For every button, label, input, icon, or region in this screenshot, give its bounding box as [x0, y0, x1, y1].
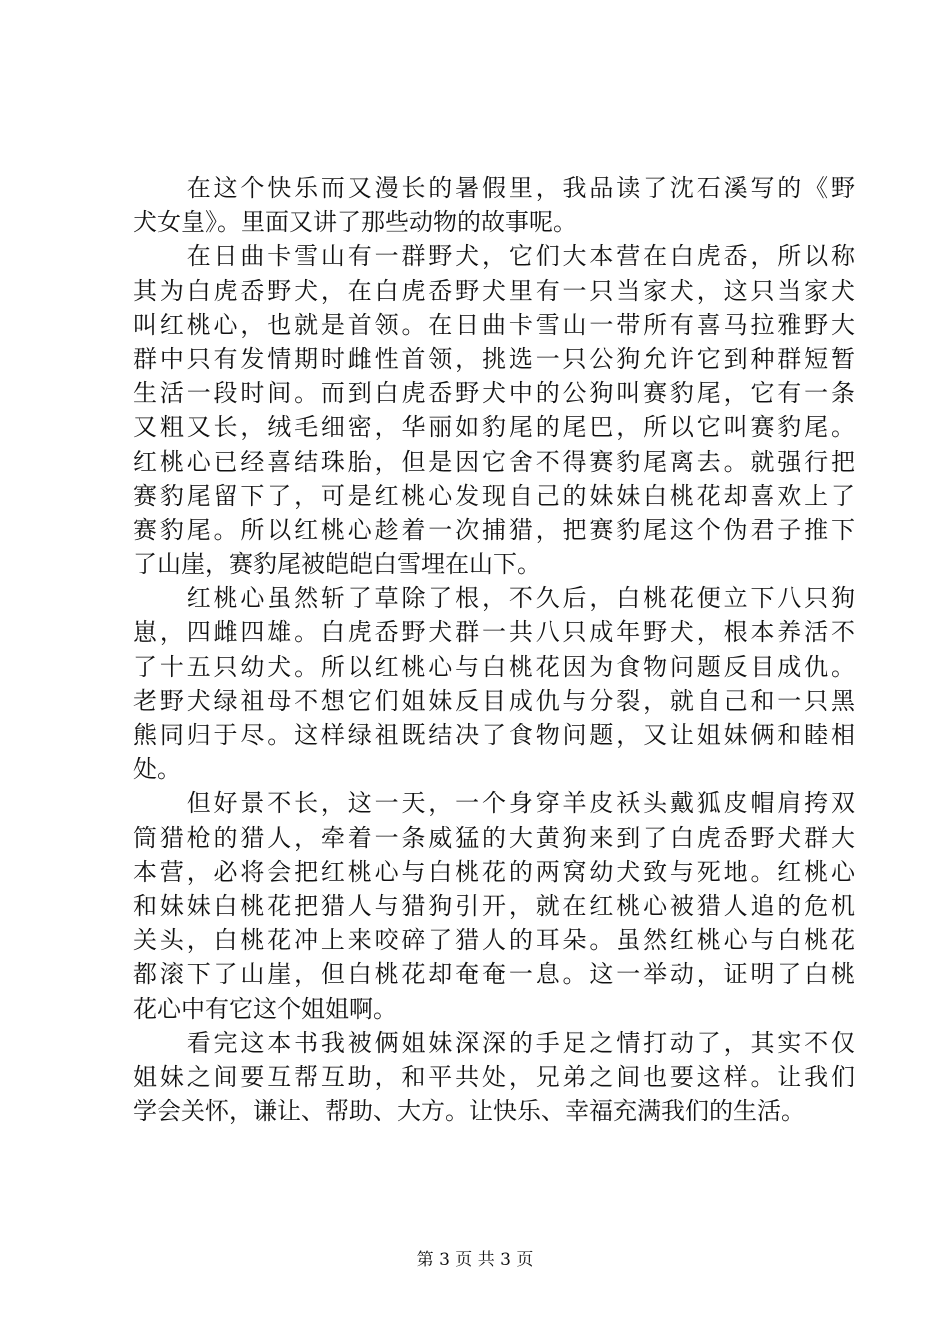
text-line: 红桃心虽然斩了草除了根，不久后，白桃花便立下八只狗 — [133, 584, 855, 613]
text-line: 群中只有发情期时雌性首领，挑选一只公狗允许它到种群短暂 — [133, 344, 855, 373]
text-line: 本营，必将会把红桃心与白桃花的两窝幼犬致与死地。红桃心 — [133, 857, 855, 886]
page-footer: 第 3 页 共 3 页 — [416, 1250, 534, 1270]
text-line: 赛豹尾。所以红桃心趁着一次捕猎，把赛豹尾这个伪君子推下 — [133, 515, 855, 544]
text-line: 都滚下了山崖，但白桃花却奄奄一息。这一举动，证明了白桃 — [133, 960, 855, 989]
paragraph — [133, 1026, 855, 1129]
text-line: 和妹妹白桃花把猎人与猎狗引开，就在红桃心被猎人追的危机 — [133, 891, 855, 920]
text-line: 但好景不长，这一天，一个身穿羊皮袄头戴狐皮帽肩挎双 — [133, 789, 855, 818]
text-line: 花心中有它这个姐姐啊。 — [133, 994, 397, 1023]
text-line: 犬女皇》。里面又讲了那些动物的故事呢。 — [133, 208, 577, 237]
text-line: 筒猎枪的猎人，牵着一条威猛的大黄狗来到了白虎岙野犬群大 — [133, 823, 855, 852]
text-line: 其为白虎岙野犬，在白虎岙野犬里有一只当家犬，这只当家犬 — [133, 276, 855, 305]
text-line: 关头，白桃花冲上来咬碎了猎人的耳朵。虽然红桃心与白桃花 — [133, 926, 855, 955]
text-line: 在日曲卡雪山有一群野犬，它们大本营在白虎岙，所以称 — [133, 242, 855, 271]
paragraph — [133, 171, 855, 239]
text-line: 生活一段时间。而到白虎岙野犬中的公狗叫赛豹尾，它有一条 — [133, 379, 855, 408]
paragraph — [133, 581, 855, 786]
text-line: 了山崖，赛豹尾被皑皑白雪埋在山下。 — [133, 550, 541, 579]
text-line: 了十五只幼犬。所以红桃心与白桃花因为食物问题反目成仇。 — [133, 652, 855, 681]
text-line: 红桃心已经喜结珠胎，但是因它舍不得赛豹尾离去。就强行把 — [133, 447, 855, 476]
article-body — [133, 171, 855, 1128]
text-line: 看完这本书我被俩姐妹深深的手足之情打动了，其实不仅 — [133, 1028, 855, 1057]
text-line: 老野犬绿祖母不想它们姐妹反目成仇与分裂，就自己和一只黑 — [133, 686, 855, 715]
text-line: 崽，四雌四雄。白虎岙野犬群一共八只成年野犬，根本养活不 — [133, 618, 855, 647]
text-line: 在这个快乐而又漫长的暑假里，我品读了沈石溪写的《野 — [133, 174, 855, 202]
paragraph — [133, 786, 855, 1025]
text-line: 处。 — [133, 755, 181, 784]
text-line: 熊同归于尽。这样绿祖既结决了食物问题，又让姐妹俩和睦相 — [133, 721, 855, 749]
paragraph — [133, 239, 855, 581]
text-line: 学会关怀，谦让、帮助、大方。让快乐、幸福充满我们的生活。 — [133, 1097, 805, 1126]
text-line: 又粗又长，绒毛细密，华丽如豹尾的尾巴，所以它叫赛豹尾。 — [133, 413, 855, 442]
text-line: 赛豹尾留下了，可是红桃心发现自己的妹妹白桃花却喜欢上了 — [133, 481, 855, 510]
text-line: 叫红桃心，也就是首领。在日曲卡雪山一带所有喜马拉雅野大 — [133, 310, 855, 339]
text-line: 姐妹之间要互帮互助，和平共处，兄弟之间也要这样。让我们 — [133, 1062, 855, 1091]
